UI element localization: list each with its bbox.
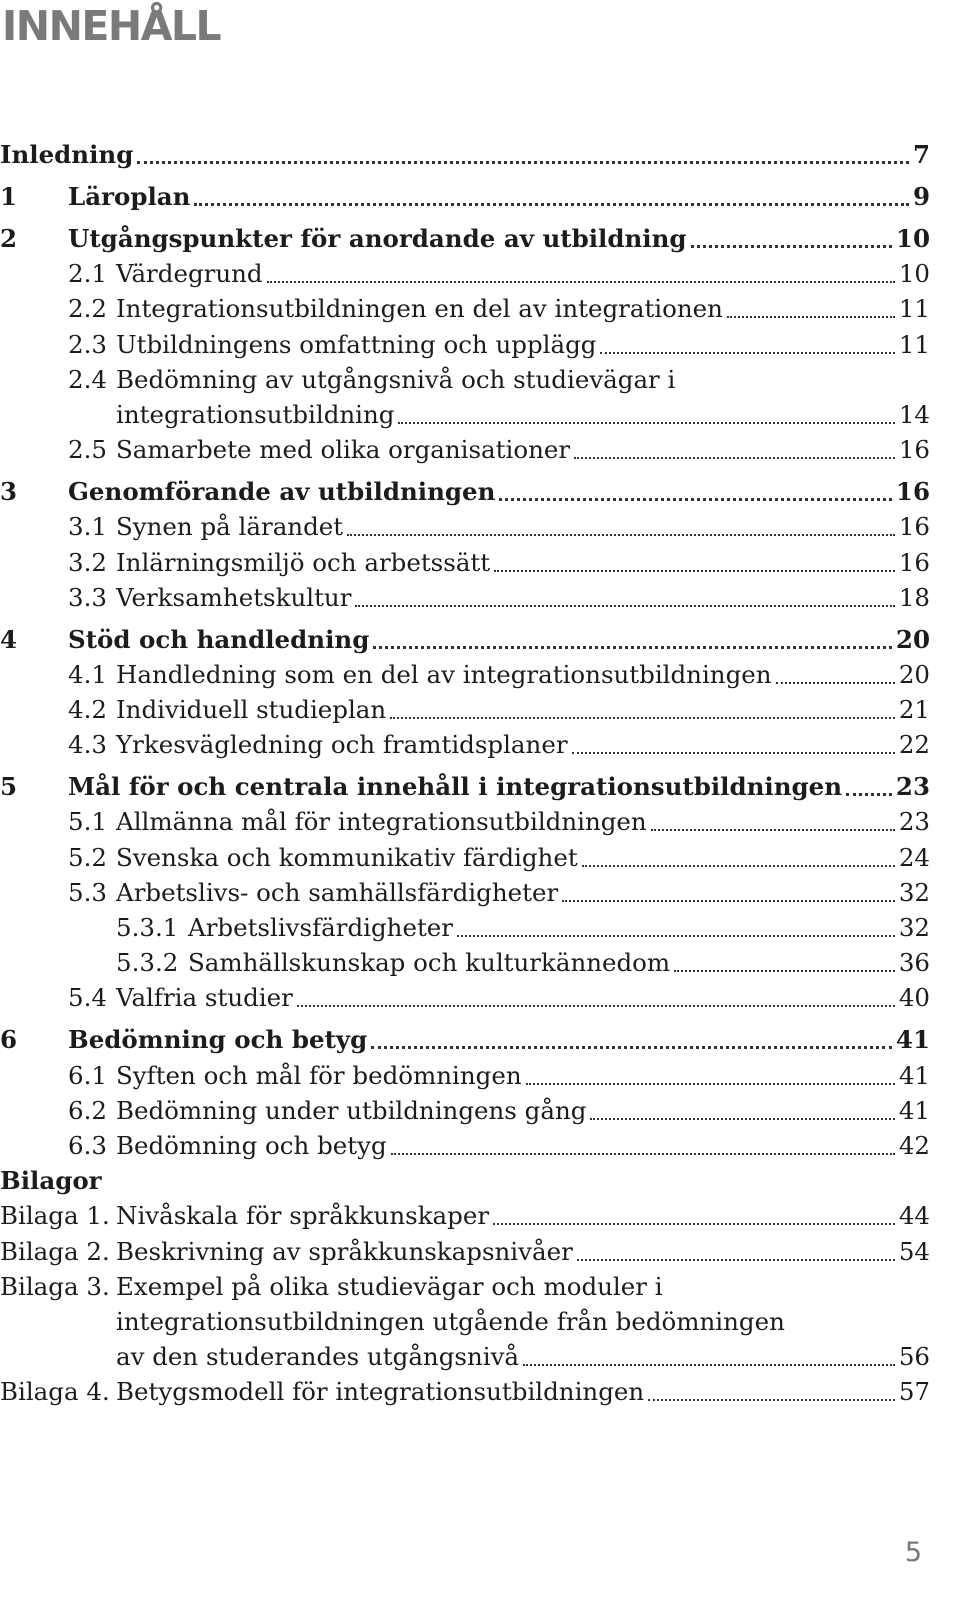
toc-entry-title: Synen på lärandet — [116, 512, 344, 542]
toc-entry-title: Mål för och centrala innehåll i integrationsutbildningen — [68, 772, 843, 802]
toc-entry-page: 42 — [898, 1130, 930, 1160]
toc-entry-title: Samhällskunskap och kulturkännedom — [188, 948, 671, 978]
toc-leader-dots — [648, 1399, 895, 1401]
toc-entry-title: Valfria studier — [116, 983, 293, 1013]
toc-entry[interactable] — [0, 808, 930, 843]
toc-leader-dots — [137, 161, 909, 164]
toc-leader-dots — [590, 1118, 895, 1120]
toc-leader-dots — [562, 900, 895, 902]
toc-entry-number: 5.2 — [68, 842, 107, 872]
toc-entry[interactable] — [0, 696, 930, 731]
toc-leader-dots — [398, 422, 895, 424]
toc-entry-number: 5.4 — [68, 983, 107, 1013]
toc-entry[interactable] — [0, 471, 930, 513]
toc-entry[interactable] — [0, 218, 930, 260]
toc-entry-number: 6.1 — [68, 1060, 107, 1090]
toc-entry-number: 4.1 — [68, 659, 107, 689]
toc-entry[interactable] — [0, 366, 930, 401]
toc-leader-dots — [651, 829, 895, 831]
toc-entry[interactable] — [0, 1061, 930, 1096]
toc-entry[interactable] — [0, 548, 930, 583]
toc-entry-title: av den studerandes utgångsnivå — [116, 1342, 520, 1372]
toc-entry[interactable] — [0, 843, 930, 878]
toc-leader-dots — [267, 281, 895, 283]
toc-entry-title: Svenska och kommunikativ färdighet — [116, 842, 578, 872]
toc-entry[interactable] — [0, 513, 930, 548]
toc-entry-title: Utbildningens omfattning och upplägg — [116, 329, 597, 359]
toc-leader-dots — [194, 203, 909, 206]
toc-entry-title: Arbetslivsfärdigheter — [188, 913, 454, 942]
toc-entry-title: Handledning som en del av integrationsutbildningen — [116, 659, 772, 689]
toc-entry-title: Arbetslivs- och samhällsfärdigheter — [116, 877, 559, 907]
toc-entry[interactable] — [0, 984, 930, 1019]
toc-entry-title: Integrationsutbildningen en del av integrationen — [116, 294, 723, 324]
toc-entry-number: 5.3 — [68, 877, 107, 907]
toc-leader-dots — [691, 245, 892, 248]
toc-entry[interactable] — [0, 1343, 930, 1378]
toc-entry[interactable] — [0, 1273, 930, 1308]
toc-entry-title: Bedömning och betyg — [68, 1025, 368, 1055]
toc-leader-dots — [493, 1223, 895, 1225]
toc-leader-dots — [373, 646, 892, 649]
toc-entry-page: 10 — [898, 259, 930, 289]
toc-entry-number: Bilaga 4. — [0, 1377, 110, 1407]
toc-entry-number: 4.3 — [68, 730, 107, 760]
toc-entry-number: 6 — [0, 1025, 18, 1055]
toc-entry[interactable] — [0, 619, 930, 661]
table-of-contents — [0, 134, 930, 1413]
toc-entry-title: Bilagor — [0, 1166, 102, 1196]
toc-leader-dots — [776, 682, 895, 684]
toc-entry-title: Stöd och handledning — [68, 624, 370, 654]
toc-entry[interactable] — [0, 914, 930, 949]
toc-leader-dots — [572, 752, 895, 754]
toc-entry-number: 4 — [0, 624, 18, 654]
toc-entry-page: 16 — [898, 512, 930, 542]
toc-entry-title: Yrkesvägledning och framtidsplaner — [116, 730, 568, 760]
toc-entry-number: 5.3.1 — [116, 913, 179, 942]
toc-entry-title: Inlärningsmiljö och arbetssätt — [116, 547, 491, 577]
toc-entry-page: 32 — [898, 877, 930, 907]
toc-leader-dots — [674, 970, 895, 972]
toc-entry-number: 6.2 — [68, 1095, 107, 1125]
toc-entry-page: 24 — [898, 842, 930, 872]
toc-entry-number: 5 — [0, 772, 18, 802]
toc-entry[interactable] — [0, 260, 930, 295]
toc-entry-title: Utgångspunkter för anordande av utbildning — [68, 224, 687, 253]
toc-entry-number: 2.1 — [68, 259, 107, 289]
toc-leader-dots — [574, 457, 895, 459]
toc-entry-page: 57 — [898, 1377, 930, 1407]
toc-entry-page: 54 — [898, 1236, 930, 1266]
toc-entry-title: Inledning — [0, 140, 134, 169]
toc-entry-number: 2.3 — [68, 329, 107, 359]
toc-entry-title: Genomförande av utbildningen — [68, 477, 496, 507]
toc-entry-page: 16 — [898, 435, 930, 465]
toc-entry-title: Exempel på olika studievägar och moduler i — [116, 1271, 663, 1301]
toc-entry[interactable] — [0, 176, 930, 218]
toc-entry-number: 5.3.2 — [116, 948, 179, 978]
toc-entry-title: Betygsmodell för integrationsutbildningen — [116, 1377, 645, 1407]
toc-entry-number: Bilaga 3. — [0, 1271, 110, 1301]
toc-leader-dots — [577, 1259, 895, 1261]
toc-entry-title: integrationsutbildning — [116, 399, 395, 429]
toc-entry-number: 3.2 — [68, 547, 107, 577]
toc-entry[interactable] — [0, 1308, 930, 1343]
toc-entry-title: Individuell studieplan — [116, 695, 387, 725]
toc-entry-page: 23 — [895, 772, 930, 802]
toc-entry-number: 2.5 — [68, 435, 107, 465]
toc-entry[interactable] — [0, 1167, 930, 1202]
toc-entry-number: 5.1 — [68, 807, 107, 837]
toc-entry-page: 40 — [898, 983, 930, 1013]
toc-entry-number: 2.2 — [68, 294, 107, 324]
toc-leader-dots — [297, 1005, 895, 1007]
toc-entry[interactable] — [0, 731, 930, 766]
toc-entry-page: 41 — [898, 1060, 930, 1090]
toc-leader-dots — [600, 352, 895, 354]
toc-entry-page: 9 — [912, 182, 930, 211]
toc-entry[interactable] — [0, 1378, 930, 1413]
toc-leader-dots — [526, 1083, 895, 1085]
toc-leader-dots — [347, 534, 895, 536]
toc-entry[interactable] — [0, 1202, 930, 1237]
toc-entry-page: 36 — [898, 948, 930, 978]
toc-entry-title: Bedömning av utgångsnivå och studievägar i — [116, 364, 676, 394]
toc-entry[interactable] — [0, 295, 930, 330]
toc-entry-page: 16 — [898, 547, 930, 577]
toc-entry-page: 14 — [898, 399, 930, 429]
toc-entry[interactable] — [0, 584, 930, 619]
toc-leader-dots — [494, 570, 895, 572]
toc-entry-number: 2 — [0, 224, 18, 253]
toc-entry-page: 10 — [895, 224, 930, 253]
toc-leader-dots — [846, 793, 892, 796]
toc-entry[interactable] — [0, 134, 930, 176]
toc-entry[interactable] — [0, 401, 930, 436]
toc-entry-page: 20 — [898, 659, 930, 689]
toc-leader-dots — [390, 717, 895, 719]
toc-entry[interactable] — [0, 661, 930, 696]
toc-entry-title: Bedömning under utbildningens gång — [116, 1095, 587, 1125]
toc-entry-page: 16 — [895, 477, 930, 507]
toc-entry-title: Samarbete med olika organisationer — [116, 435, 571, 465]
toc-entry-page: 20 — [895, 624, 930, 654]
toc-entry-number: 2.4 — [68, 364, 107, 394]
toc-entry-page: 7 — [912, 140, 930, 169]
toc-entry[interactable] — [0, 766, 930, 808]
toc-entry[interactable] — [0, 1237, 930, 1272]
toc-entry-page: 22 — [898, 730, 930, 760]
toc-entry[interactable] — [0, 1097, 930, 1132]
toc-entry-number: Bilaga 2. — [0, 1236, 110, 1266]
toc-entry-number: 4.2 — [68, 695, 107, 725]
toc-entry-page: 18 — [898, 582, 930, 612]
toc-leader-dots — [582, 865, 895, 867]
toc-entry[interactable] — [0, 1132, 930, 1167]
toc-entry-page: 23 — [898, 807, 930, 837]
toc-entry-title: Nivåskala för språkkunskaper — [116, 1201, 490, 1231]
toc-entry[interactable] — [0, 949, 930, 984]
toc-entry-title: Allmänna mål för integrationsutbildningen — [116, 807, 647, 837]
toc-entry-title: Verksamhetskultur — [116, 582, 352, 612]
toc-entry-number: 3 — [0, 477, 18, 507]
toc-entry-page: 41 — [898, 1095, 930, 1125]
page-title: INNEHÅLL — [2, 2, 221, 50]
toc-entry-title: Läroplan — [68, 182, 191, 211]
toc-leader-dots — [499, 498, 892, 501]
toc-entry-title: Bedömning och betyg — [116, 1130, 387, 1160]
toc-entry-title: integrationsutbildningen utgående från bedömningen — [116, 1306, 785, 1336]
toc-entry-page: 44 — [898, 1201, 930, 1231]
toc-entry-page: 11 — [898, 294, 930, 324]
toc-entry-number: 3.3 — [68, 582, 107, 612]
toc-entry-number: 3.1 — [68, 512, 107, 542]
toc-leader-dots — [371, 1046, 892, 1049]
toc-leader-dots — [523, 1364, 895, 1366]
toc-entry-number: 6.3 — [68, 1130, 107, 1160]
toc-entry[interactable] — [0, 436, 930, 471]
toc-entry[interactable] — [0, 330, 930, 365]
toc-leader-dots — [727, 316, 895, 318]
toc-entry[interactable] — [0, 879, 930, 914]
toc-leader-dots — [355, 605, 895, 607]
toc-entry-number: 1 — [0, 182, 18, 211]
toc-entry-title: Syften och mål för bedömningen — [116, 1060, 522, 1090]
toc-leader-dots — [391, 1153, 895, 1155]
toc-entry-page: 41 — [895, 1025, 930, 1055]
toc-entry-title: Beskrivning av språkkunskapsnivåer — [116, 1236, 573, 1266]
toc-entry-page: 56 — [898, 1342, 930, 1372]
toc-entry[interactable] — [0, 1019, 930, 1061]
toc-entry-page: 11 — [898, 329, 930, 359]
page-number: 5 — [904, 1537, 922, 1568]
toc-entry-title: Värdegrund — [116, 259, 263, 289]
toc-leader-dots — [457, 935, 895, 937]
toc-entry-number: Bilaga 1. — [0, 1201, 110, 1231]
toc-entry-page: 21 — [898, 695, 930, 725]
toc-entry-page: 32 — [898, 913, 930, 942]
